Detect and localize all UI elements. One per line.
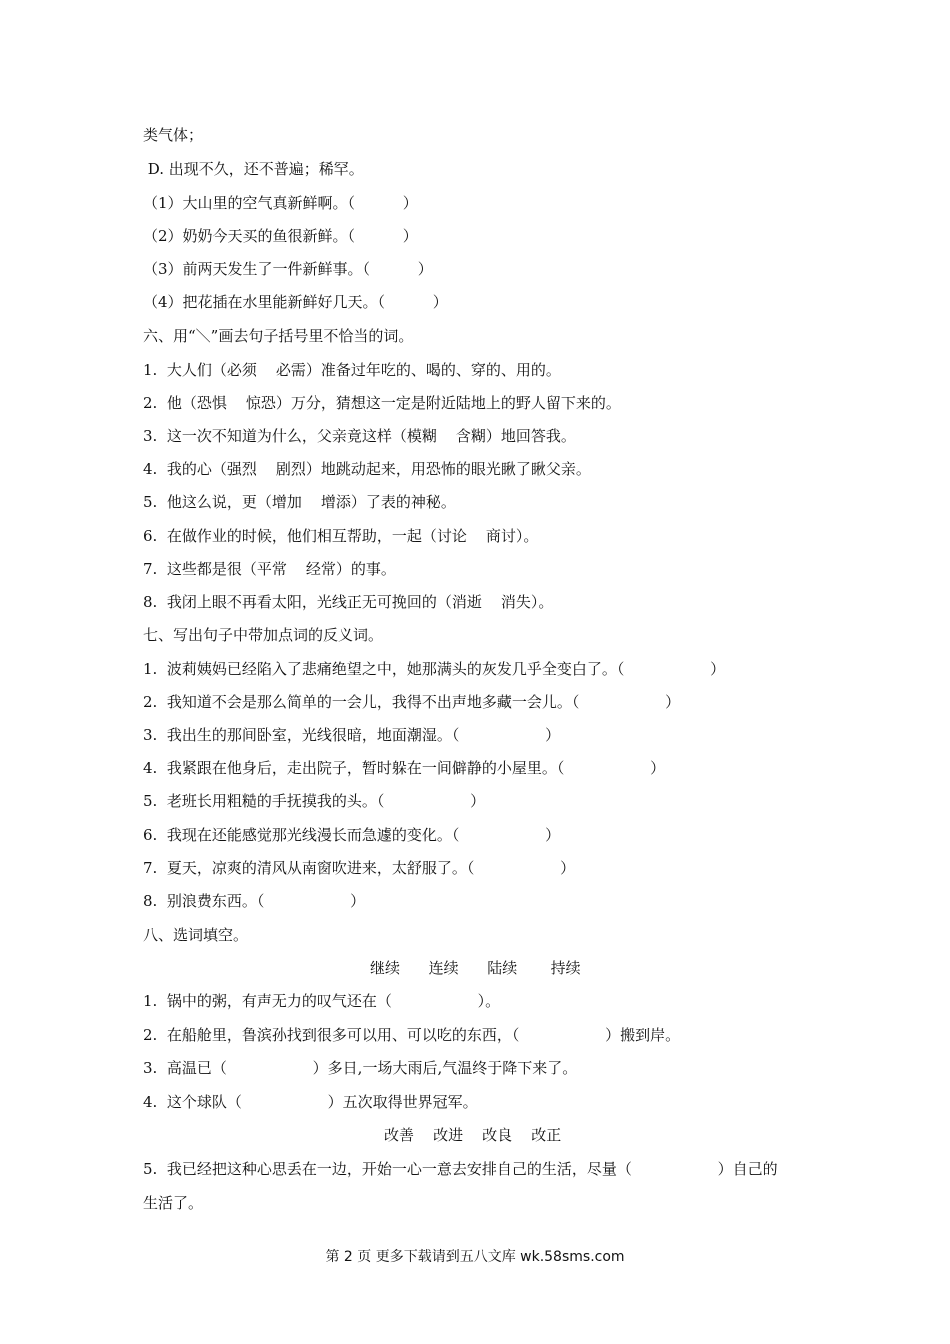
page-footer: 第 2 页 更多下载请到五八文库 wk.58sms.com — [325, 1249, 625, 1265]
list-item: （2）奶奶今天买的鱼很新鲜。（ ） — [143, 227, 418, 245]
list-item: 7. 夏天，凉爽的清风从南窗吹进来，太舒服了。（ ） — [143, 859, 576, 877]
list-item: 2. 他（恐惧 惊恐）万分，猜想这一定是附近陆地上的野人留下来的。 — [143, 394, 621, 412]
word-bank: 改善 改进 改良 改正 — [384, 1126, 562, 1144]
list-item: 4. 我的心（强烈 剧烈）地跳动起来，用恐怖的眼光瞅了瞅父亲。 — [143, 460, 591, 478]
option-d: D. 出现不久，还不普遍；稀罕。 — [143, 160, 364, 178]
list-item: 7. 这些都是很（平常 经常）的事。 — [143, 560, 396, 578]
continuation-text: 类气体； — [143, 126, 204, 144]
list-item: 2. 我知道不会是那么简单的一会儿，我得不出声地多藏一会儿。（ ） — [143, 693, 681, 711]
list-item: 3. 高温已（ ）多日,一场大雨后,气温终于降下来了。 — [143, 1059, 578, 1077]
list-item: （1）大山里的空气真新鲜啊。（ ） — [143, 194, 418, 212]
list-item-continuation: 生活了。 — [143, 1194, 204, 1212]
list-item: 4. 这个球队（ ）五次取得世界冠军。 — [143, 1093, 478, 1111]
list-item: 6. 我现在还能感觉那光线漫长而急遽的变化。（ ） — [143, 826, 561, 844]
list-item: 3. 我出生的那间卧室，光线很暗，地面潮湿。（ ） — [143, 726, 561, 744]
list-item: 5. 老班长用粗糙的手抚摸我的头。（ ） — [143, 792, 486, 810]
section-7-title: 七、写出句子中带加点词的反义词。 — [143, 626, 384, 644]
list-item: 1. 锅中的粥，有声无力的叹气还在（ ）。 — [143, 992, 501, 1010]
section-6-title: 六、用“＼”画去句子括号里不恰当的词。 — [143, 327, 414, 345]
list-item: 3. 这一次不知道为什么，父亲竟这样（模糊 含糊）地回答我。 — [143, 427, 576, 445]
list-item: 5. 我已经把这种心思丢在一边，开始一心一意去安排自己的生活，尽量（ ）自己的 — [143, 1160, 778, 1178]
list-item: 8. 别浪费东西。（ ） — [143, 892, 366, 910]
list-item: （4）把花插在水里能新鲜好几天。（ ） — [143, 293, 448, 311]
list-item: 8. 我闭上眼不再看太阳，光线正无可挽回的（消逝 消失）。 — [143, 593, 554, 611]
list-item: 2. 在船舱里，鲁滨孙找到很多可以用、可以吃的东西，（ ）搬到岸。 — [143, 1026, 681, 1044]
list-item: 5. 他这么说，更（增加 增添）了表的神秘。 — [143, 493, 456, 511]
section-8-title: 八、选词填空。 — [143, 926, 249, 944]
list-item: 1. 大人们（必须 必需）准备过年吃的、喝的、穿的、用的。 — [143, 361, 561, 379]
list-item: 6. 在做作业的时候，他们相互帮助，一起（讨论 商讨）。 — [143, 527, 539, 545]
list-item: （3）前两天发生了一件新鲜事。（ ） — [143, 260, 433, 278]
word-bank: 继续 连续 陆续 持续 — [370, 959, 581, 977]
list-item: 4. 我紧跟在他身后，走出院子，暂时躲在一间僻静的小屋里。（ ） — [143, 759, 666, 777]
list-item: 1. 波莉姨妈已经陷入了悲痛绝望之中，她那满头的灰发几乎全变白了。（ ） — [143, 660, 726, 678]
